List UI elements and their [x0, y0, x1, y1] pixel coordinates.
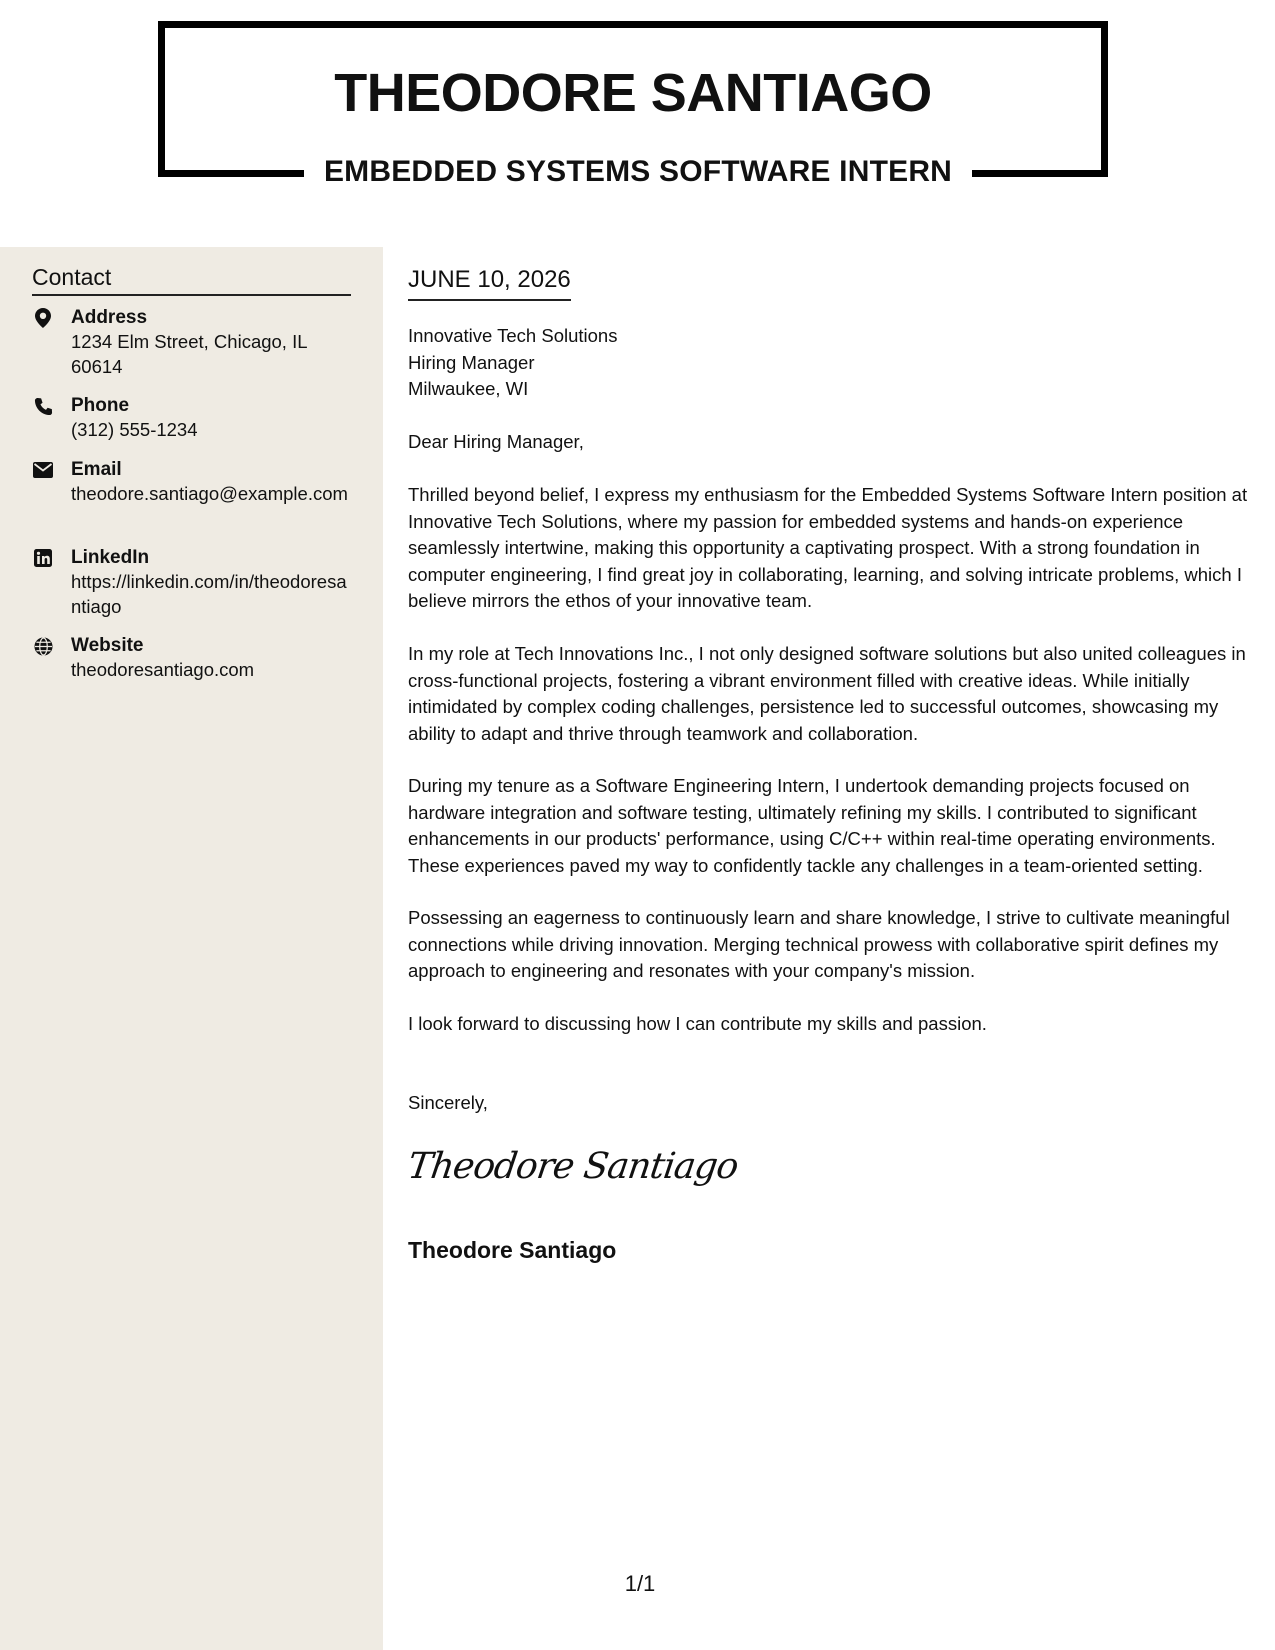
- website-label: Website: [71, 635, 144, 656]
- email-label: Email: [71, 459, 122, 480]
- location-pin-icon: [32, 307, 54, 329]
- body-paragraph: In my role at Tech Innovations Inc., I not only designed software solutions but also united colleagues in cross-functional projects, fostering a vibrant environment filled with creative ideas. While initially intimidated by complex coding challenges, persistence led to successful outcomes, showcasing my ability to adapt and thrive through teamwork and collaboration.: [408, 643, 1246, 744]
- recipient-company: Innovative Tech Solutions: [408, 325, 618, 346]
- address-value: 1234 Elm Street, Chicago, IL 60614: [71, 331, 307, 377]
- header-frame-bottom-left: [158, 170, 304, 177]
- signature-image: Theodore Santiago: [405, 1146, 741, 1187]
- recipient-location: Milwaukee, WI: [408, 378, 529, 399]
- body-paragraph: During my tenure as a Software Engineering Intern, I undertook demanding projects focused on hardware integration and software testing, ultimately refining my skills. I contributed to significant enhancements in our products' performance, using C/C++ within real-time operating environments. These experiences paved my way to confidently tackle any challenges in a team-oriented setting.: [408, 775, 1216, 876]
- contact-heading: Contact: [32, 261, 351, 296]
- recipient-title: Hiring Manager: [408, 351, 535, 373]
- globe-icon: [32, 635, 54, 657]
- header-frame-bottom-right: [972, 170, 1108, 177]
- recipient-block: [408, 323, 617, 403]
- letter-date: JUNE 10, 2026: [408, 264, 571, 301]
- body-paragraph: Possessing an eagerness to continuously learn and share knowledge, I strive to cultivate meaningful connections while driving innovation. Merging technical prowess with collaborative spirit defines my approach to engineering and resonates with your company's mission.: [408, 907, 1230, 981]
- closing: Sincerely,: [408, 1092, 488, 1113]
- website-value[interactable]: theodoresantiago.com: [71, 659, 255, 680]
- linkedin-icon: [32, 547, 54, 569]
- email-value[interactable]: theodore.santiago@example.com: [71, 483, 348, 504]
- salutation: Dear Hiring Manager,: [408, 431, 584, 452]
- applicant-name: THEODORE SANTIAGO: [334, 63, 932, 123]
- phone-icon: [32, 395, 54, 417]
- envelope-icon: [32, 459, 54, 481]
- signer-name: Theodore Santiago: [408, 1237, 617, 1263]
- linkedin-value[interactable]: https://linkedin.com/in/theodoresantiago: [71, 571, 347, 617]
- address-label: Address: [71, 307, 148, 328]
- contact-sidebar: [0, 247, 383, 1650]
- body-paragraph: Thrilled beyond belief, I express my enthusiasm for the Embedded Systems Software Intern position at Innovative Tech Solutions, where my passion for embedded systems and hands-on experience seamlessly intertwine, making this opportunity a captivating prospect. With a strong foundation in computer engineering, I find great joy in collaborating, learning, and solving intricate problems, which I believe mirrors the ethos of your innovative team.: [408, 484, 1248, 611]
- phone-label: Phone: [71, 395, 130, 416]
- body-paragraph: I look forward to discussing how I can contribute my skills and passion.: [408, 1013, 987, 1034]
- job-title: EMBEDDED SYSTEMS SOFTWARE INTERN: [323, 155, 953, 188]
- linkedin-label: LinkedIn: [71, 547, 150, 568]
- page-number: 1/1: [624, 1571, 656, 1596]
- phone-value: (312) 555-1234: [71, 419, 198, 440]
